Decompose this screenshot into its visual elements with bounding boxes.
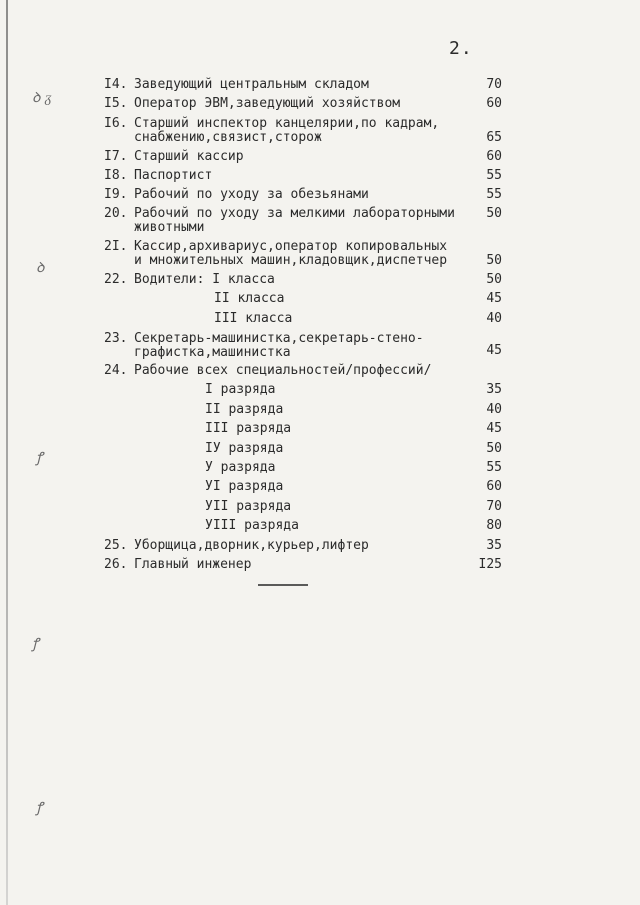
item-number: I6. xyxy=(104,116,128,131)
item-number: 26. xyxy=(104,557,128,572)
item-value: 55 xyxy=(486,168,502,183)
margin-mark: ꝭ xyxy=(36,800,43,816)
item-value: 70 xyxy=(486,77,502,92)
item-label: Секретарь-машинистка,секретарь-стено- графистка,машинистка xyxy=(134,331,424,360)
item-number: 25. xyxy=(104,538,128,553)
item-value: 60 xyxy=(486,479,502,494)
item-number: 20. xyxy=(104,206,128,221)
item-label: I разряда xyxy=(205,382,276,397)
item-label: Главный инженер xyxy=(134,557,252,572)
end-rule xyxy=(258,584,308,586)
item-value: 60 xyxy=(486,149,502,164)
margin-mark: ꝭ xyxy=(36,450,43,466)
item-value: 45 xyxy=(486,421,502,436)
item-label: Старший инспектор канцелярии,по кадрам, снабжению,связист,сторож xyxy=(134,116,440,145)
item-value: 50 xyxy=(486,253,502,268)
item-number: I7. xyxy=(104,149,128,164)
item-value: 45 xyxy=(486,291,502,306)
item-value: 55 xyxy=(486,187,502,202)
item-label: УII разряда xyxy=(205,499,292,514)
item-label: Старший кассир xyxy=(134,149,244,164)
item-number: 24. xyxy=(104,363,128,378)
item-value: 45 xyxy=(486,343,502,358)
page-number: 2. xyxy=(449,38,473,59)
item-label: II класса xyxy=(214,291,285,306)
item-label: Кассир,архивариус,оператор копировальных и множительных машин,кладовщик,диспетчер xyxy=(134,239,448,268)
item-value: 80 xyxy=(486,518,502,533)
item-label: Паспортист xyxy=(134,168,213,183)
item-label: Уборщица,дворник,курьер,лифтер xyxy=(134,538,369,553)
item-label: III класса xyxy=(214,311,293,326)
item-value: 40 xyxy=(486,311,502,326)
margin-mark: ꝺ xyxy=(36,260,45,276)
item-label: УIII разряда xyxy=(205,518,299,533)
item-number: 23. xyxy=(104,331,128,346)
item-label: Рабочий по уходу за мелкими лабораторными животными xyxy=(134,206,455,235)
item-label: У разряда xyxy=(205,460,276,475)
item-number: I8. xyxy=(104,168,128,183)
margin-mark: ꝭ xyxy=(32,636,39,652)
item-number: 22. xyxy=(104,272,128,287)
item-number: I4. xyxy=(104,77,128,92)
item-label: Оператор ЭВМ,заведующий хозяйством xyxy=(134,96,401,111)
item-value: 65 xyxy=(486,130,502,145)
item-value: 60 xyxy=(486,96,502,111)
item-value: 70 xyxy=(486,499,502,514)
item-label: II разряда xyxy=(205,402,284,417)
item-label: Рабочий по уходу за обезьянами xyxy=(134,187,369,202)
item-number: I9. xyxy=(104,187,128,202)
item-value: 35 xyxy=(486,382,502,397)
item-label: IУ разряда xyxy=(205,441,284,456)
item-label: Водители: I класса xyxy=(134,272,275,287)
item-value: 35 xyxy=(486,538,502,553)
item-label: УI разряда xyxy=(205,479,284,494)
item-value: 40 xyxy=(486,402,502,417)
item-label: III разряда xyxy=(205,421,292,436)
item-value: I25 xyxy=(478,557,502,572)
item-value: 50 xyxy=(486,206,502,221)
item-value: 55 xyxy=(486,460,502,475)
item-number: 2I. xyxy=(104,239,128,254)
item-value: 50 xyxy=(486,441,502,456)
item-value: 50 xyxy=(486,272,502,287)
binding-edge xyxy=(6,0,8,905)
item-label: Рабочие всех специальностей/профессий/ xyxy=(134,363,432,378)
item-label: Заведующий центральным складом xyxy=(134,77,369,92)
item-number: I5. xyxy=(104,96,128,111)
margin-mark: ꝺ ᵹ xyxy=(32,90,52,106)
